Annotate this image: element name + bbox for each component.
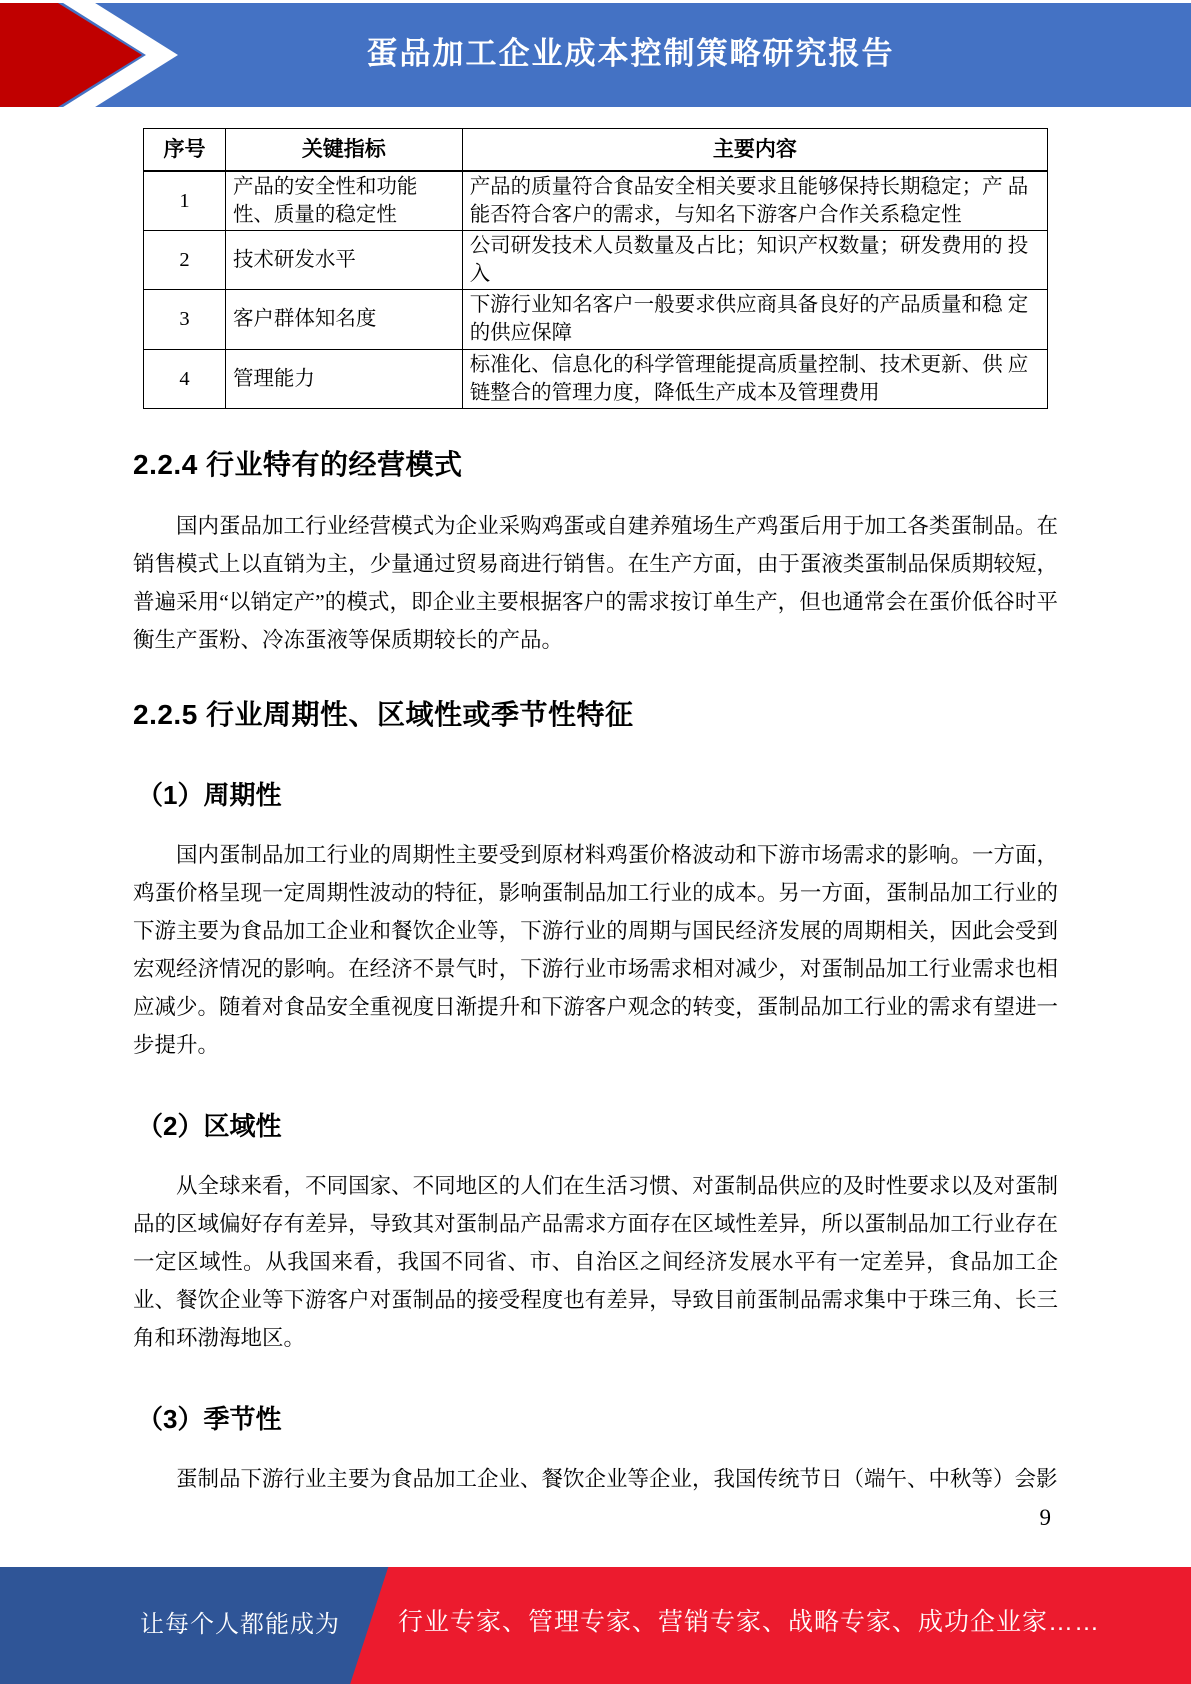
cell-indicator: 管理能力 xyxy=(225,349,462,408)
subsection-paragraph-regionality: 从全球来看，不同国家、不同地区的人们在生活习惯、对蛋制品供应的及时性要求以及对蛋制品的区域偏好存有差异，导致其对蛋制品产品需求方面存在区域性差异，所以蛋制品加工行业存在一定区域性。从我国来看，我国不同省、市、自治区之间经济发展水平有一定差异，食品加工企业、餐饮企业等下游客户对蛋制品的接受程度也有差异，导致目前蛋制品需求集中于珠三角、长三角和环渤海地区。 xyxy=(133,1173,1058,1350)
section-heading-225: 2.2.5 行业周期性、区域性或季节性特征 xyxy=(133,698,634,730)
page-number: 9 xyxy=(1039,1505,1051,1530)
section-heading-224: 2.2.4 行业特有的经营模式 xyxy=(133,448,463,480)
page-title: 蛋品加工企业成本控制策略研究报告 xyxy=(366,36,895,71)
cell-no: 4 xyxy=(144,349,226,408)
key-indicators-table xyxy=(143,128,1048,409)
header-banner xyxy=(0,3,1191,107)
subsection-paragraph-periodicity: 国内蛋制品加工行业的周期性主要受到原材料鸡蛋价格波动和下游市场需求的影响。一方面，鸡蛋价格呈现一定周期性波动的特征，影响蛋制品加工行业的成本。另一方面，蛋制品加工行业的下游主要为食品加工企业和餐饮企业等，下游行业的周期与国民经济发展的周期相关，因此会受到宏观经济情况的影响。在经济不景气时，下游行业市场需求相对减少，对蛋制品加工行业需求也相应减少。随着对食品安全重视度日渐提升和下游客户观念的转变，蛋制品加工行业的需求有望进一步提升。 xyxy=(133,842,1058,1057)
subsection-heading-seasonality: （3）季节性 xyxy=(137,1403,282,1434)
cell-indicator: 客户群体知名度 xyxy=(225,289,462,349)
cell-content: 公司研发技术人员数量及占比；知识产权数量；研发费用的 投入 xyxy=(462,230,1047,289)
cell-indicator: 技术研发水平 xyxy=(225,230,462,289)
subsection-heading-regionality: （2）区域性 xyxy=(137,1110,282,1141)
cell-no: 2 xyxy=(144,230,226,289)
cell-content: 产品的质量符合食品安全相关要求且能够保持长期稳定；产 品能否符合客户的需求，与知名下游客户合作关系稳定性 xyxy=(462,171,1047,231)
footer-slogan-left: 让每个人都能成为 xyxy=(140,1611,340,1638)
document-content xyxy=(133,128,1058,1498)
cell-no: 1 xyxy=(144,171,226,231)
footer-slogan-right: 行业专家、管理专家、营销专家、战略专家、成功企业家…… xyxy=(398,1608,1101,1636)
cell-content: 标准化、信息化的科学管理能提高质量控制、技术更新、供 应链整合的管理力度，降低生产成本及管理费用 xyxy=(462,349,1047,408)
cell-indicator: 产品的安全性和功能 性、质量的稳定性 xyxy=(225,171,462,231)
section-paragraph-224: 国内蛋品加工行业经营模式为企业采购鸡蛋或自建养殖场生产鸡蛋后用于加工各类蛋制品。在销售模式上以直销为主，少量通过贸易商进行销售。在生产方面，由于蛋液类蛋制品保质期较短，普遍采用“以销定产”的模式，即企业主要根据客户的需求按订单生产，但也通常会在蛋价低谷时平衡生产蛋粉、冷冻蛋液等保质期较长的产品。 xyxy=(133,513,1058,652)
subsection-heading-periodicity: （1）周期性 xyxy=(137,779,282,810)
footer-bar xyxy=(0,1567,1191,1684)
table-row xyxy=(144,230,1048,289)
cell-no: 3 xyxy=(144,289,226,349)
column-header-content: 主要内容 xyxy=(462,129,1047,171)
table-row xyxy=(144,171,1048,231)
table-row xyxy=(144,349,1048,408)
cell-content: 下游行业知名客户一般要求供应商具备良好的产品质量和稳 定的供应保障 xyxy=(462,289,1047,349)
column-header-indicator: 关键指标 xyxy=(225,129,462,171)
table-header-row xyxy=(144,129,1048,171)
column-header-no: 序号 xyxy=(144,129,226,171)
table-row xyxy=(144,289,1048,349)
subsection-paragraph-seasonality: 蛋制品下游行业主要为食品加工企业、餐饮企业等企业，我国传统节日（端午、中秋等）会影 xyxy=(176,1466,1058,1491)
